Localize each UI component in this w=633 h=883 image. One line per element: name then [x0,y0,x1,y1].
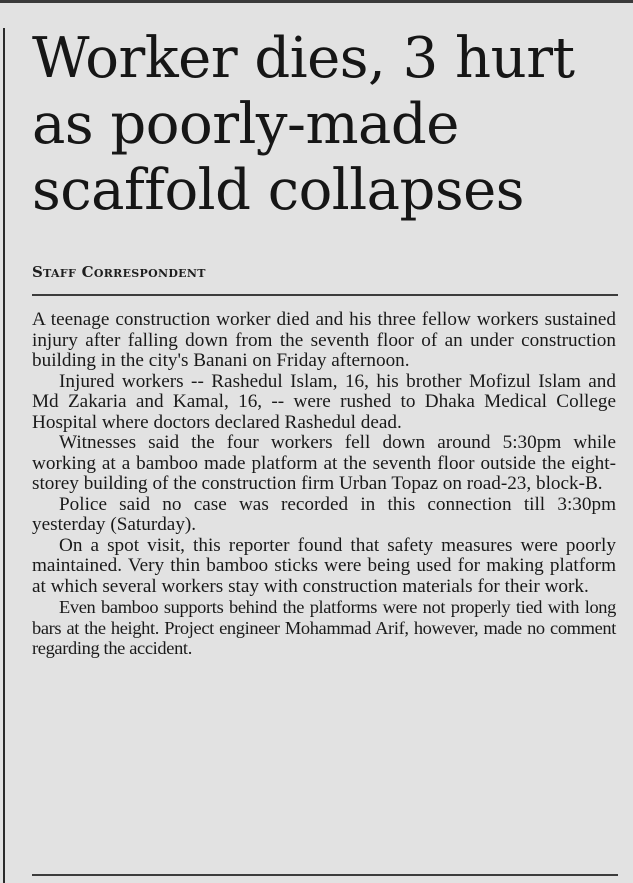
top-border-rule [0,0,633,3]
column-divider-rule [3,28,5,883]
headline [32,26,622,224]
article-paragraph: Witnesses said the four workers fell down around 5:30pm while working at a bamboo made platform at the seventh floor outside the eight-storey building of the construction firm Urban Topaz on road-23, block-B. [32,432,616,494]
headline-line: scaffold collapses [32,158,524,223]
byline: Staff Correspondent [32,263,206,281]
article-paragraph: Police said no case was recorded in this connection till 3:30pm yesterday (Saturday). [32,493,616,535]
bottom-divider [32,874,618,876]
headline-line: Worker dies, 3 hurt [32,26,575,91]
article-paragraph: A teenage construction worker died and his three fellow workers sustained injury after falling down from the seventh floor of an under construction building in the city's Banani on Friday afternoon. [32,309,616,371]
headline-line: as poorly-made [32,92,459,157]
article-paragraph: On a spot visit, this reporter found that safety measures were poorly maintained. Very thin bamboo sticks were being used for making platform at which several workers stay with construction materials for their work. [32,534,616,597]
article-body [32,310,616,659]
article-paragraph: Even bamboo supports behind the platforms were not properly tied with long bars at the height. Project engineer Mohammad Arif, however, made no comment regarding the accident. [32,597,616,658]
article-paragraph: Injured workers -- Rashedul Islam, 16, his brother Mofizul Islam and Md Zakaria and Kamal, 16, -- were rushed to Dhaka Medical College Hospital where doctors declared Rashedul dead. [32,370,616,433]
byline-divider [32,294,618,296]
